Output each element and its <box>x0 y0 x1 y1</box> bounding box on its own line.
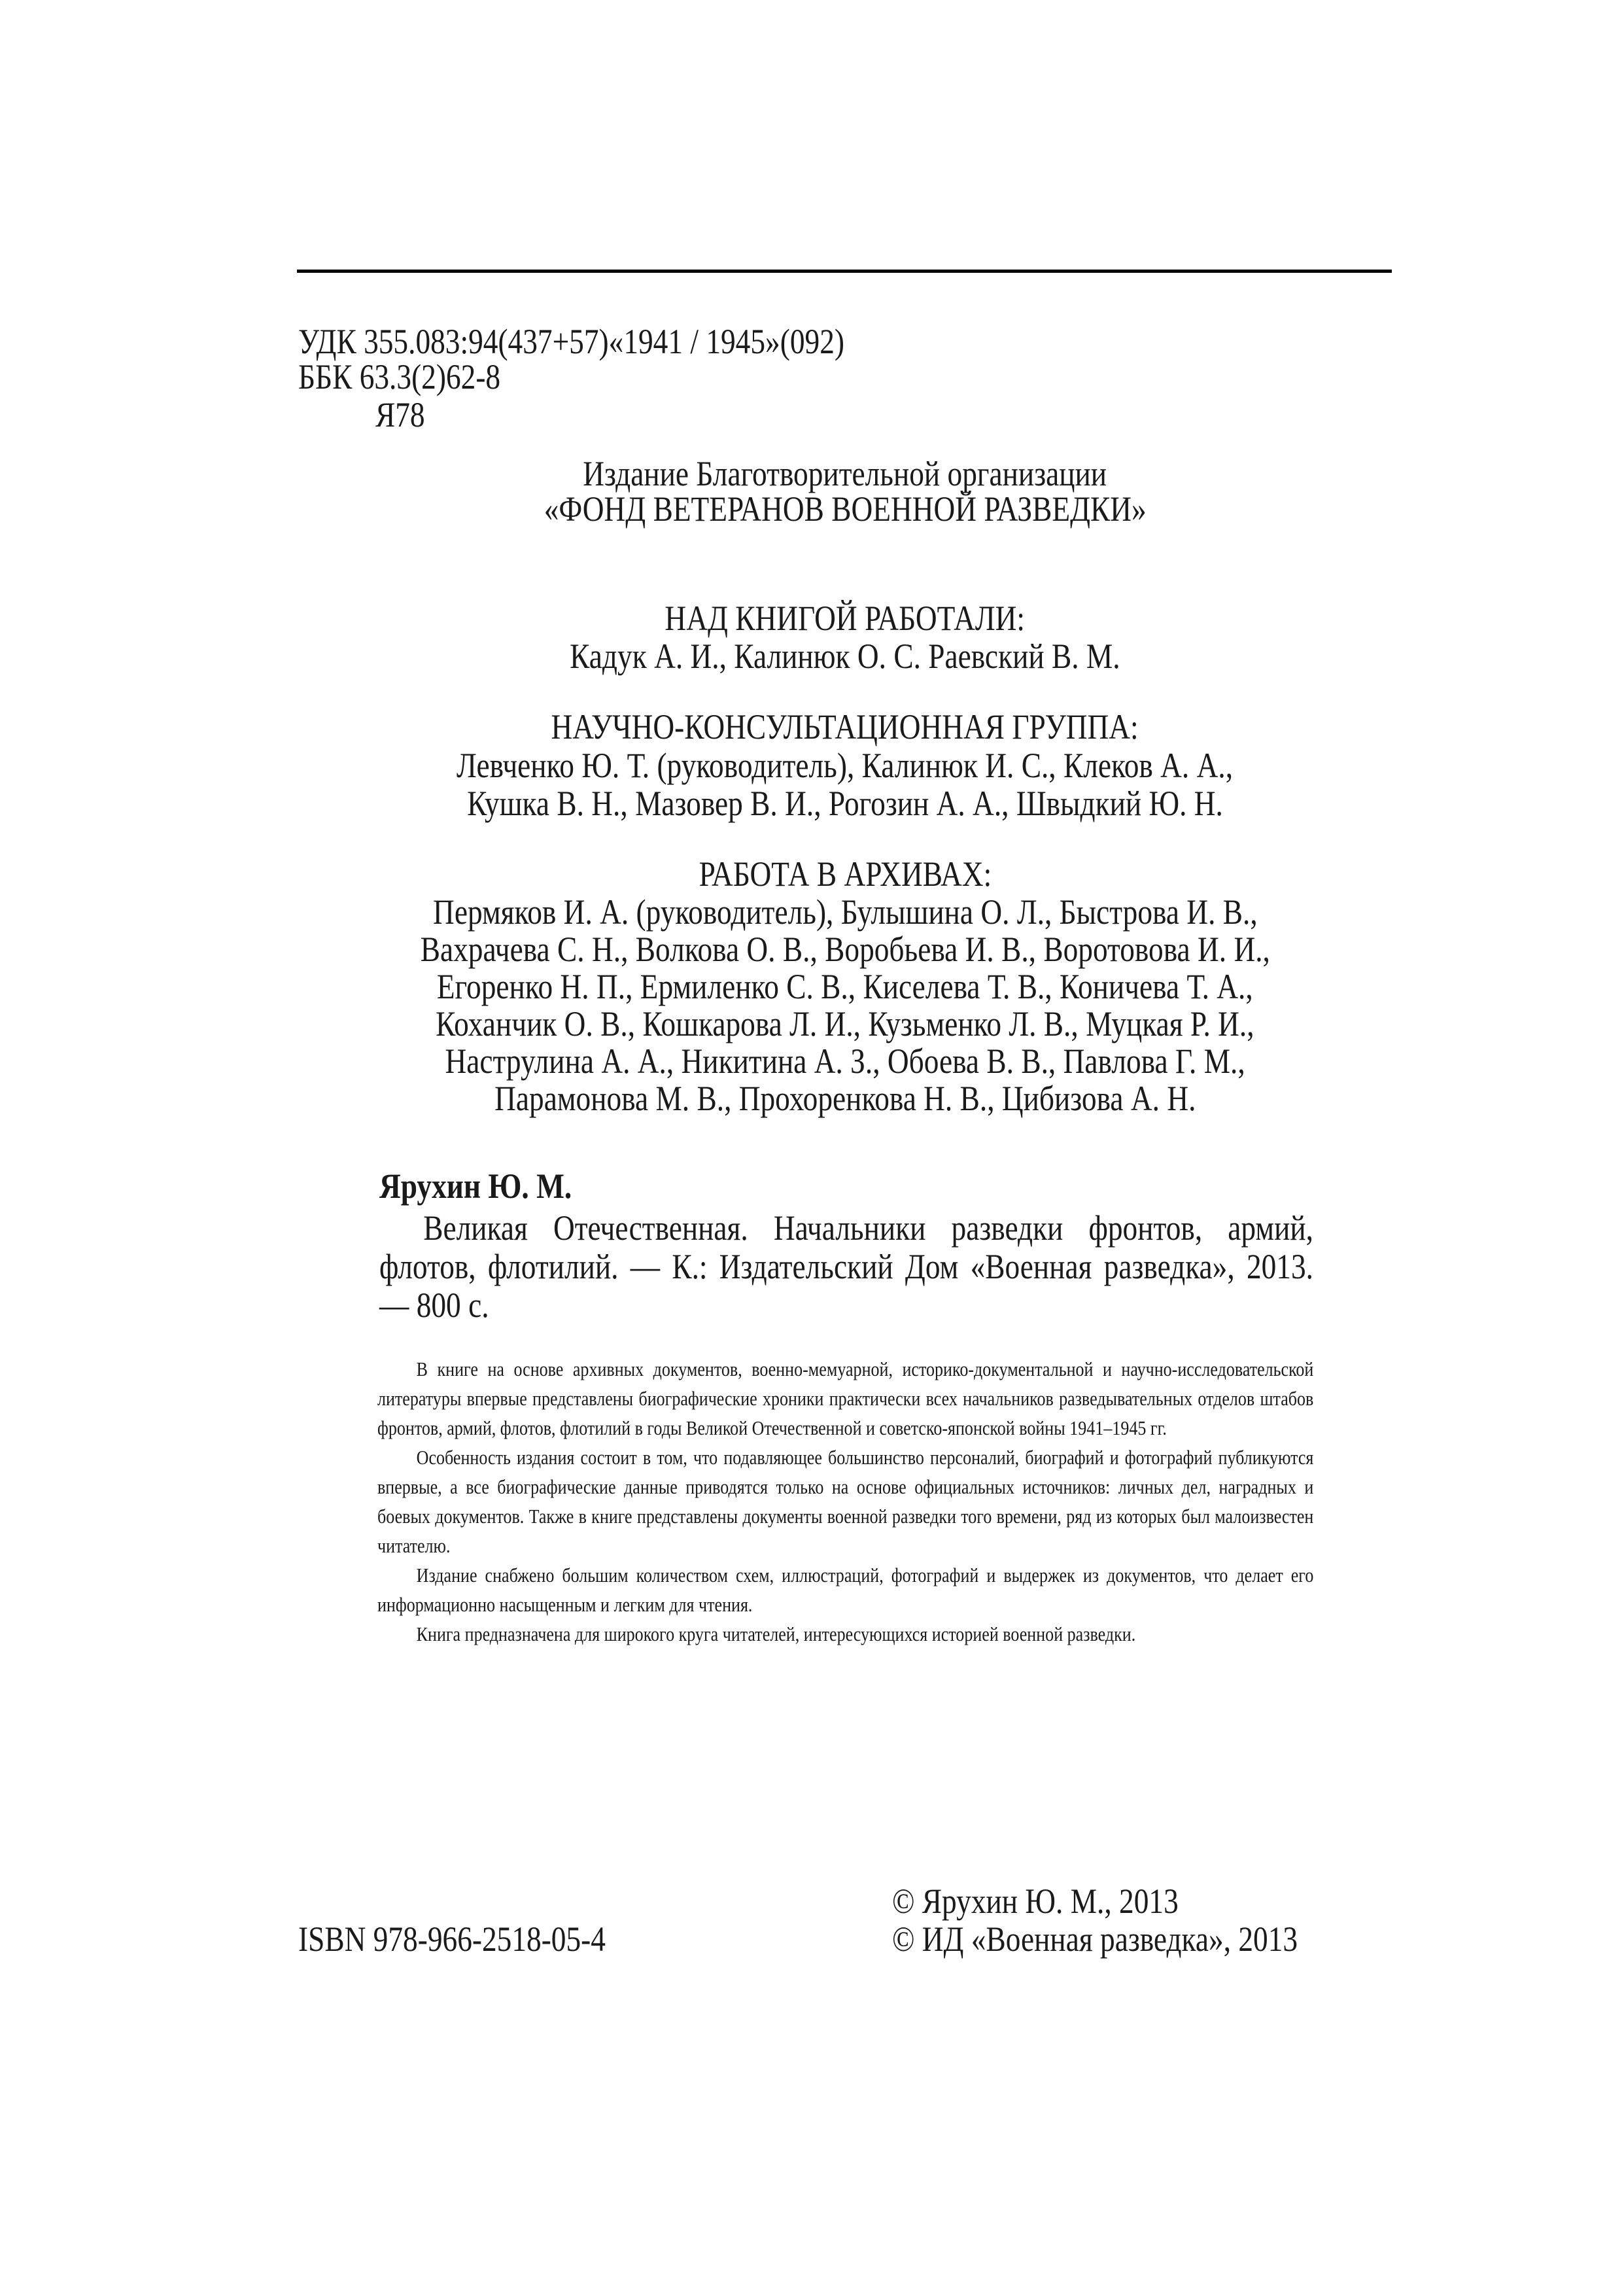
heading-text: РАБОТА В АРХИВАХ: <box>699 854 992 894</box>
names-text: Егоренко Н. П., Ермиленко С. В., Киселева Т. В., Коничева Т. А., <box>437 967 1253 1006</box>
annotation-paragraph: В книге на основе архивных документов, военно-мемуарной, историко-документальной и научно-исследовательской литературы впервые представлены биографические хроники практически всех начальников разведывательных отделов штабов фронтов, армий, флотов, флотилий в годы Великой Отечественной и советско-японской войны 1941–1945 гг. <box>377 1358 1314 1439</box>
author-mark <box>375 396 434 434</box>
bibliography-author <box>379 1168 608 1205</box>
archive-work-line <box>0 894 1624 931</box>
annotation <box>377 1354 1313 1649</box>
bbk-text: ББК 63.3(2)62-8 <box>298 357 501 396</box>
publisher-note-line2 <box>0 491 1624 528</box>
top-rule <box>297 270 1392 273</box>
annotation-paragraph: Книга предназначена для широкого круга читателей, интересующихся историей военной разведки. <box>416 1622 1136 1645</box>
annotation-paragraph: Издание снабжено большим количеством схем, иллюстраций, фотографий и выдержек из документов, что делает его информационно насыщенным и легким для чтения. <box>377 1564 1314 1616</box>
names-text: Левченко Ю. Т. (руководитель), Калинюк И. С., Клеков А. А., <box>457 746 1234 785</box>
heading-text: НАУЧНО-КОНСУЛЬТАЦИОННАЯ ГРУППА: <box>551 707 1139 746</box>
annotation-paragraph: Особенность издания состоит в том, что подавляющее большинство персоналий, биографий и фотографий публикуются впервые, а все биографические данные приводятся только на основе официальных источников: личных дел, наградных и боевых документов. Также в книге представлены документы военной разведки того времени, ряд из которых был малоизвестен читателю. <box>377 1446 1314 1557</box>
consulting-group-heading <box>0 709 1624 746</box>
archive-work-line <box>0 1080 1624 1117</box>
bibliography-entry <box>379 1209 1313 1325</box>
udk-text: УДК 355.083:94(437+57)«1941 / 1945»(092) <box>298 322 844 361</box>
isbn <box>298 1921 664 1958</box>
copyright-publisher-text: © ИД «Военная разведка», 2013 <box>892 1919 1298 1959</box>
isbn-text: ISBN 978-966-2518-05-4 <box>298 1919 606 1959</box>
archive-work-heading <box>0 856 1624 893</box>
worked-on-names <box>0 638 1624 675</box>
author-name: Ярухин Ю. М. <box>379 1166 572 1206</box>
consulting-group-line <box>0 747 1624 784</box>
publisher-org-name: «ФОНД ВЕТЕРАНОВ ВОЕННОЙ РАЗВЕДКИ» <box>544 489 1147 529</box>
udk-code <box>298 323 948 360</box>
consulting-group-line <box>0 785 1624 822</box>
archive-work-line <box>0 968 1624 1006</box>
names-text: Парамонова М. В., Прохоренкова Н. В., Цибизова А. Н. <box>494 1079 1196 1118</box>
publisher-note-text: Издание Благотворительной организации <box>583 454 1107 493</box>
worked-on-heading <box>0 600 1624 637</box>
archive-work-line <box>0 1043 1624 1080</box>
bibliography-description: Великая Отечественная. Начальники разведки фронтов, армий, флотов, флотилий. — К.: Издательский Дом «Военная разведка», 2013. — 800 с. <box>379 1208 1314 1325</box>
heading-text: НАД КНИГОЙ РАБОТАЛИ: <box>665 599 1026 638</box>
names-text: Вахрачева С. Н., Волкова О. В., Воробьева И. В., Воротовова И. И., <box>420 930 1270 969</box>
names-text: Пермяков И. А. (руководитель), Булышина О. Л., Быстрова И. В., <box>432 892 1258 932</box>
archive-work-line <box>0 1006 1624 1043</box>
archive-work-line <box>0 931 1624 968</box>
copyright-author <box>892 1883 1233 1920</box>
names-text: Коханчик О. В., Кошкарова Л. И., Кузьменко Л. В., Муцкая Р. И., <box>436 1004 1254 1043</box>
names-text: Наструлина А. А., Никитина А. З., Обоева В. В., Павлова Г. М., <box>445 1042 1245 1081</box>
bbk-code <box>298 359 539 396</box>
names-text: Кадук А. И., Калинюк О. С. Раевский В. М. <box>570 637 1120 676</box>
publisher-note-line1 <box>0 455 1624 493</box>
author-mark-text: Я78 <box>375 395 425 434</box>
copyright-publisher <box>892 1921 1375 1958</box>
names-text: Кушка В. Н., Мазовер В. И., Рогозин А. А., Швыдкий Ю. Н. <box>467 784 1223 823</box>
copyright-author-text: © Ярухин Ю. М., 2013 <box>892 1882 1179 1921</box>
